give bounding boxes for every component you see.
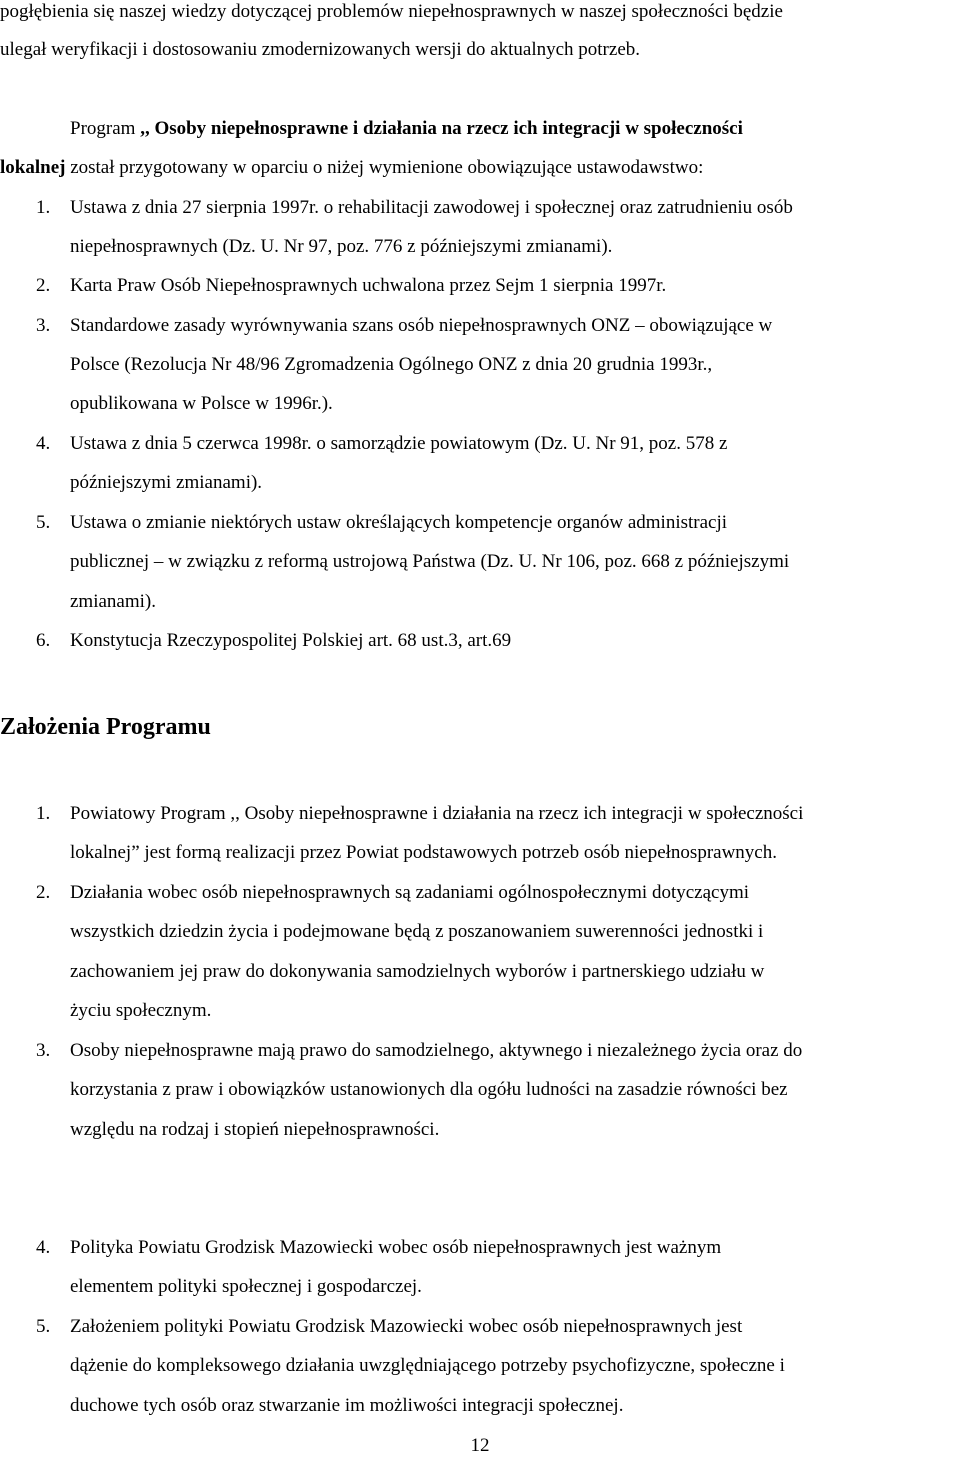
legal-item-2-number: 2. xyxy=(36,275,51,296)
legal-item-5-line-3: zmianami). xyxy=(70,591,156,612)
assumption-3-line-1: Osoby niepełnosprawne mają prawo do samodzielnego, aktywnego i niezależnego życia oraz do xyxy=(70,1040,803,1061)
assumption-2-number: 2. xyxy=(36,882,51,903)
assumption-2-line-4: życiu społecznym. xyxy=(70,1000,212,1021)
legal-item-4-line-2: późniejszymi zmianami). xyxy=(70,472,263,493)
legal-item-5-number: 5. xyxy=(36,512,51,533)
legal-item-4-number: 4. xyxy=(36,433,51,454)
assumption-4-line-1: Polityka Powiatu Grodzisk Mazowiecki wobec osób niepełnosprawnych jest ważnym xyxy=(70,1237,722,1258)
page-number: 12 xyxy=(470,1435,490,1456)
assumption-1-line-2: lokalnej” jest formą realizacji przez Powiat podstawowych potrzeb osób niepełnosprawnych. xyxy=(70,842,777,863)
assumption-2-line-3: zachowaniem jej praw do dokonywania samodzielnych wyborów i partnerskiego udziału w xyxy=(70,961,765,982)
legal-item-5-line-2: publicznej – w związku z reformą ustrojową Państwa (Dz. U. Nr 106, poz. 668 z późniejszymi xyxy=(70,551,790,572)
legal-item-1-line-1: Ustawa z dnia 27 sierpnia 1997r. o rehabilitacji zawodowej i społecznej oraz zatrudnieniu osób xyxy=(70,197,793,218)
assumption-5-line-1: Założeniem polityki Powiatu Grodzisk Mazowiecki wobec osób niepełnosprawnych jest xyxy=(70,1316,743,1337)
legal-item-5-line-1: Ustawa o zmianie niektórych ustaw określających kompetencje organów administracji xyxy=(70,512,728,533)
legal-item-3-line-3: opublikowana w Polsce w 1996r.). xyxy=(70,393,333,414)
legal-item-3-number: 3. xyxy=(36,315,51,336)
assumption-2-line-1: Działania wobec osób niepełnosprawnych są zadaniami ogólnospołecznymi dotyczącymi xyxy=(70,882,750,903)
program-para-line-1 xyxy=(70,117,743,141)
assumption-3-number: 3. xyxy=(36,1040,51,1061)
assumption-1-line-1: Powiatowy Program ,, Osoby niepełnosprawne i działania na rzecz ich integracji w społeczności xyxy=(70,803,804,824)
assumption-5-line-3: duchowe tych osób oraz stwarzanie im możliwości integracji społecznej. xyxy=(70,1395,624,1416)
assumption-3-line-3: względu na rodzaj i stopień niepełnosprawności. xyxy=(70,1119,440,1140)
legal-item-6-line-1: Konstytucja Rzeczypospolitej Polskiej art. 68 ust.3, art.69 xyxy=(70,630,512,651)
legal-item-2-line-1: Karta Praw Osób Niepełnosprawnych uchwalona przez Sejm 1 sierpnia 1997r. xyxy=(70,275,667,296)
legal-item-1-line-2: niepełnosprawnych (Dz. U. Nr 97, poz. 776 z późniejszymi zmianami). xyxy=(70,236,613,257)
program-para-rest: został przygotowany w oparciu o niżej wymienione obowiązujące ustawodawstwo: xyxy=(65,157,704,178)
assumption-5-number: 5. xyxy=(36,1316,51,1337)
program-para-prefix: Program xyxy=(70,118,141,139)
program-title: ,, Osoby niepełnosprawne i działania na rzecz ich integracji w społeczności xyxy=(140,118,743,139)
assumption-2-line-2: wszystkich dziedzin życia i podejmowane będą z poszanowaniem suwerenności jednostki i xyxy=(70,921,764,942)
legal-item-3-line-1: Standardowe zasady wyrównywania szans osób niepełnosprawnych ONZ – obowiązujące w xyxy=(70,315,773,336)
assumption-1-number: 1. xyxy=(36,803,51,824)
intro-line-2: ulegał weryfikacji i dostosowaniu zmodernizowanych wersji do aktualnych potrzeb. xyxy=(0,39,640,60)
legal-item-1-number: 1. xyxy=(36,197,51,218)
assumption-3-line-2: korzystania z praw i obowiązków ustanowionych dla ogółu ludności na zasadzie równości bez xyxy=(70,1079,788,1100)
program-title-end: lokalnej xyxy=(0,157,66,178)
section-heading: Założenia Programu xyxy=(0,714,211,740)
intro-line-1: pogłębienia się naszej wiedzy dotyczącej problemów niepełnosprawnych w naszej społeczności będzie xyxy=(0,1,783,22)
assumption-4-line-2: elementem polityki społecznej i gospodarczej. xyxy=(70,1276,422,1297)
assumption-4-number: 4. xyxy=(36,1237,51,1258)
legal-item-4-line-1: Ustawa z dnia 5 czerwca 1998r. o samorządzie powiatowym (Dz. U. Nr 91, poz. 578 z xyxy=(70,433,728,454)
legal-item-3-line-2: Polsce (Rezolucja Nr 48/96 Zgromadzenia Ogólnego ONZ z dnia 20 grudnia 1993r., xyxy=(70,354,713,375)
legal-item-6-number: 6. xyxy=(36,630,51,651)
assumption-5-line-2: dążenie do kompleksowego działania uwzględniającego potrzeby psychofizyczne, społeczne i xyxy=(70,1355,785,1376)
program-para-line-2 xyxy=(0,156,703,180)
